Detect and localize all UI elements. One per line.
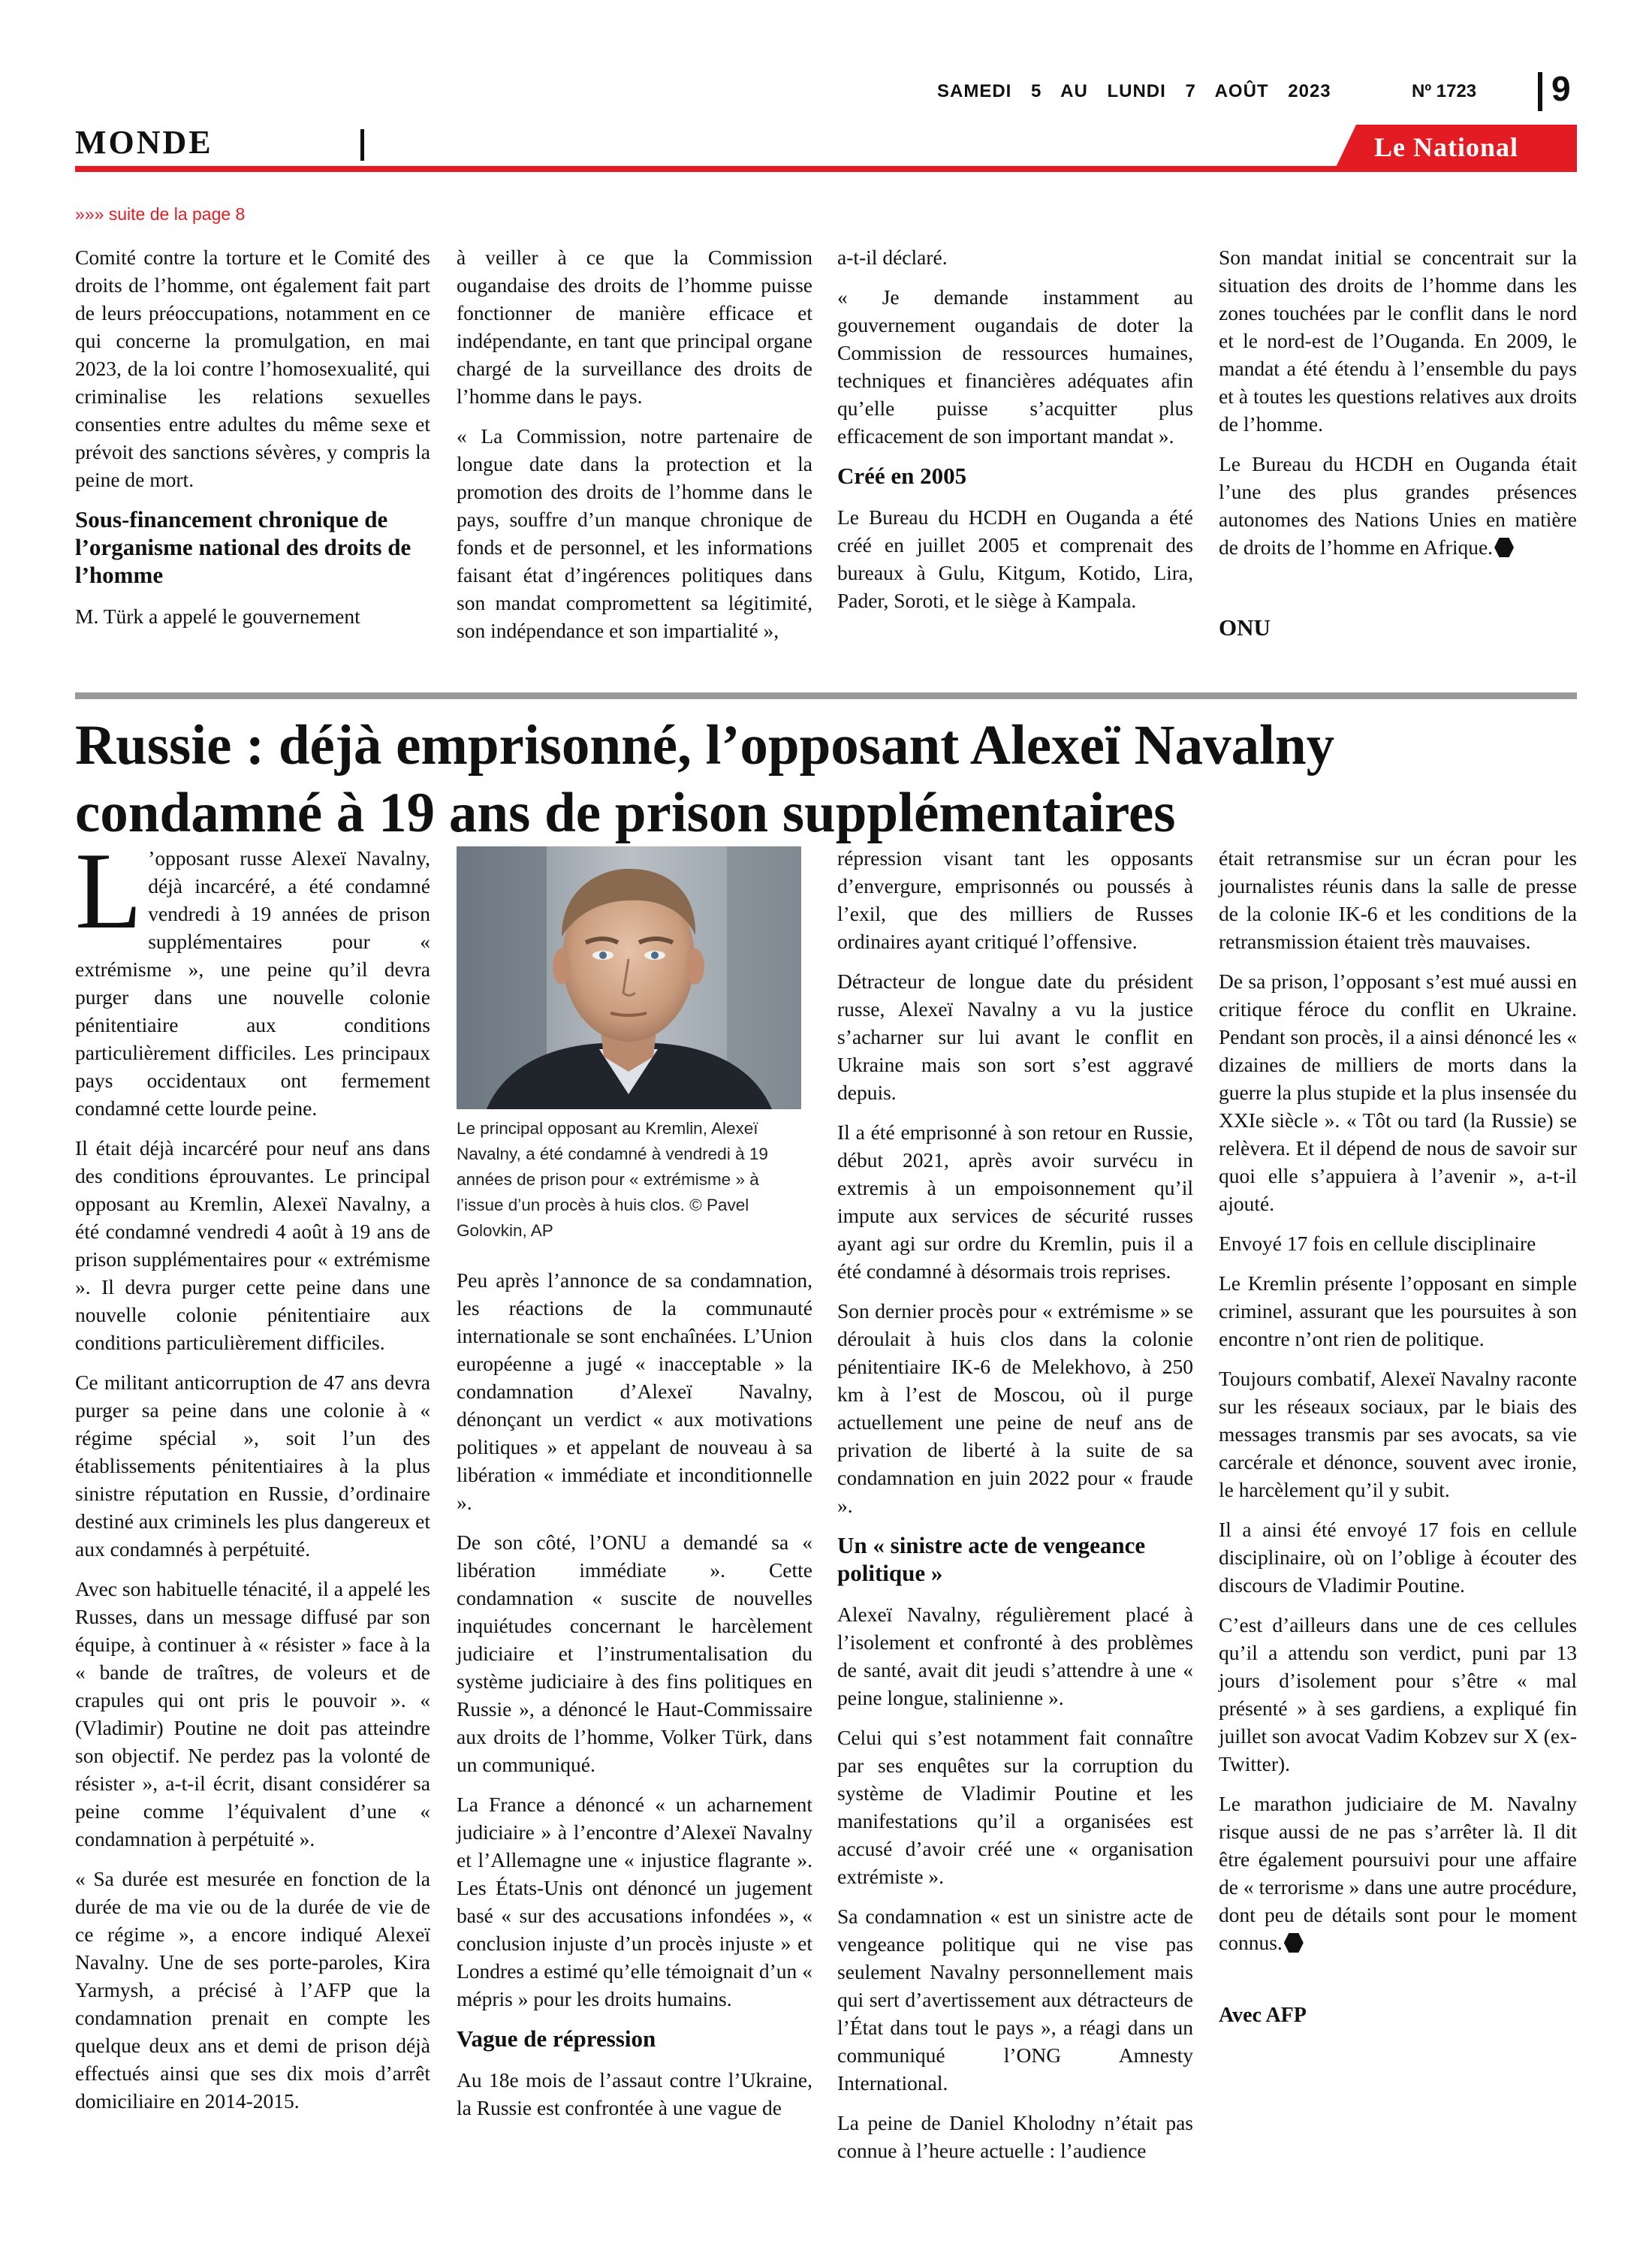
paragraph: Envoyé 17 fois en cellule disciplinaire [1219,1232,1536,1255]
onu-column-1 [75,243,430,642]
paragraph: Son mandat initial se concentrait sur la situation des droits de l’homme dans les zones touchées par le conflit dans le nord et le nord-est de l’Ouganda. En 2009, le mandat a été étendu à l’ensemble du pays et à toutes les questions relatives aux droits de l’homme. [1219,246,1577,436]
continuation-note: »»» suite de la page 8 [75,204,246,224]
paragraph: De son côté, l’ONU a demandé sa « libération immédiate ». Cette condamnation « suscite de nouvelles inquiétudes concernant le harcèlement judiciaire et l’instrumentalisation du système judiciaire à des fins politiques en Russie », a dénoncé le Haut-Commissaire aux droits de l’homme, Volker Türk, dans un communiqué. [457,1531,812,1776]
subheading: Créé en 2005 [837,463,967,489]
drop-cap: L [75,830,143,952]
paragraph: Détracteur de longue date du président russe, Alexeï Navalny a vu la justice s’acharner sur lui avant le conflit en Ukraine mais son sort s’est aggravé depuis. [837,970,1193,1104]
end-of-article-icon [1494,538,1514,557]
paragraph: était retransmise sur un écran pour les journalistes réunis dans la salle de presse de la colonie IK-6 et les conditions de la retransmission étaient très mauvaises. [1219,846,1577,953]
issue-date: SAMEDI 5 AU LUNDI 7 AOÛT 2023 [937,81,1331,101]
onu-column-2 [457,243,812,656]
paragraph: « Sa durée est mesurée en fonction de la durée de ma vie ou de la durée de vie de ce régime », a encore indiqué Alexeï Navalny. Une de ses porte-paroles, Kira Yarmysh, a précisé à l’AFP que la condamnation prenait en compte les quelque deux ans et demi de prison déjà effectués ainsi que ses dix mois d’arrêt domiciliaire en 2014-2015. [75,1867,430,2113]
end-of-article-icon [1284,1933,1304,1953]
lead-text: ’opposant russe Alexeï Navalny, déjà incarcéré, a été condamné vendredi à 19 années de prison supplémentaires pour « extrémisme », une peine qu’il devra purger dans une nouvelle colonie pénitentiaire aux conditions particulièrement difficiles. Les principaux pays occidentaux ont fermement condamné cette lourde peine. [75,846,430,1120]
paragraph: Comité contre la torture et le Comité des droits de l’homme, ont également fait part de leurs préoccupations, notamment en ce qui concerne la promulgation, en mai 2023, de la loi contre l’homosexualité, qui criminalise les relations sexuelles consenties entre adultes du même sexe et prévoit des sanctions sévères, y compris la peine de mort. [75,246,430,491]
onu-column-4 [1219,243,1577,653]
paragraph: Son dernier procès pour « extrémisme » se déroulait à huis clos dans la colonie pénitentiaire IK-6 de Melekhovo, à 250 km à l’est de Moscou, où il purge actuellement une peine de neuf ans de privation de liberté à la suite de sa condamnation en juin 2022 pour « fraude ». [837,1299,1193,1517]
paragraph: Peu après l’annonce de sa condamnation, les réactions de la communauté internationale se sont enchaînées. L’Union européenne a jugé « inacceptable » la condamnation d’Alexeï Navalny, dénonçant un verdict « aux motivations politiques » et appelant de nouveau à sa libération « immédiate et inconditionnelle ». [457,1268,812,1514]
page-number-divider [1538,72,1542,111]
paragraph: Alexeï Navalny, régulièrement placé à l’isolement et confronté à des problèmes de santé, avait dit jeudi s’attendre à une « peine longue, stalinienne ». [837,1603,1193,1709]
brand-name: Le National [1374,132,1519,162]
issue-number: Nº 1723 [1412,81,1477,101]
lead-paragraph [75,830,430,1122]
section-title-divider [360,129,364,161]
article-column-2 [457,1266,812,2134]
paragraph: Ce militant anticorruption de 47 ans devra purger sa peine dans une colonie à « régime spécial », soit l’un des établissements pénitentiaires à la plus sinistre réputation en Russie, d’ordinaire destiné aux criminels les plus dangereux et aux condamnés à perpétuité. [75,1371,430,1561]
paragraph: Le Bureau du HCDH en Ouganda a été créé en juillet 2005 et comprenait des bureaux à Gulu, Kitgum, Kotido, Lira, Pader, Soroti, et le siège à Kampala. [837,505,1193,612]
paragraph: « Je demande instamment au gouvernement ougandais de doter la Commission de ressources humaines, techniques et financières adéquates afin qu’elle puisse s’acquitter plus efficacement de son important mandat ». [837,285,1193,448]
subheading: Sous-financement chronique de l’organisme national des droits de l’homme [75,506,411,588]
paragraph: De sa prison, l’opposant s’est mué aussi en critique féroce du conflit en Ukraine. Pendant son procès, il a ainsi dénoncé les « dizaines de milliers de morts dans la guerre la plus stupide et la plus insensée du XXIe siècle ». « Tôt ou tard (la Russie) se relèvera. Et il dépend de nous de savoir sur quoi elle s’appuiera à l’avenir », a-t-il ajouté. [1219,970,1577,1215]
paragraph: Il a été emprisonné à son retour en Russie, début 2021, après avoir survécu in extremis à un empoisonnement qu’il impute aux services de sécurité russes ayant agi sur ordre du Kremlin, puis il a été condamné à désormais trois reprises. [837,1120,1193,1283]
signature: ONU [1219,614,1271,641]
section-title: MONDE [75,124,213,161]
paragraph: Au 18e mois de l’assaut contre l’Ukraine, la Russie est confrontée à une vague de [457,2068,812,2119]
signature: Avec AFP [1219,2004,1307,2027]
headline: Russie : déjà emprisonné, l’opposant Alexeï Navalny condamné à 19 ans de prison supplémentaires [75,714,1335,844]
paragraph: M. Türk a appelé le gouvernement [75,605,360,628]
onu-column-3 [837,243,1193,626]
paragraph: Sa condamnation « est un sinistre acte de vengeance politique qui ne vise pas seulement Navalny personnellement mais qui sert d’avertissement aux détracteurs de l’État dans tout le pays », a réagi dans un communiqué l’ONG Amnesty International. [837,1905,1193,2095]
subheading: Vague de répression [457,2025,656,2052]
paragraph: Il était déjà incarcéré pour neuf ans dans des conditions éprouvantes. Le principal opposant au Kremlin, Alexeï Navalny, a été condamné vendredi 4 août à 19 ans de prison supplémentaires pour « extrémisme ». Il devra purger cette peine dans une nouvelle colonie pénitentiaire aux conditions particulièrement difficiles. [75,1136,430,1354]
article-column-4 [1219,844,1577,2041]
article-column-1 [75,830,430,2127]
paragraph: C’est d’ailleurs dans une de ces cellules qu’il a attendu son verdict, puni par 13 jours d’isolement pour s’être « mal présenté » à ses gardiens, a expliqué fin juillet son avocat Vadim Kobzev sur X (ex-Twitter). [1219,1613,1577,1775]
navalny-photo [457,846,801,1109]
paragraph: La peine de Daniel Kholodny n’était pas connue à l’heure actuelle : l’audience [837,2111,1193,2162]
paragraph [1219,450,1577,561]
paragraph [1219,1790,1577,1956]
paragraph: Avec son habituelle ténacité, il a appelé les Russes, dans un message diffusé par son équipe, à continuer à « résister » face à la « bande de traîtres, de voleurs et de crapules qui ont pris le pouvoir ». « (Vladimir) Poutine ne doit pas atteindre son objectif. Ne perdez pas la volonté de résister », a-t-il écrit, disant considérer sa peine comme l’équivalent d’une « condamnation à perpétuité ». [75,1577,430,1850]
article-divider [75,692,1577,699]
paragraph: Toujours combatif, Alexeï Navalny raconte sur les réseaux sociaux, par le biais des messages transmis par ses avocats, sa vie carcérale et dénonce, souvent avec ironie, le harcèlement qu’il y subit. [1219,1367,1577,1501]
subheading: Un « sinistre acte de vengeance politique » [837,1532,1146,1586]
article-column-3 [837,844,1193,2176]
paragraph: Il a ainsi été envoyé 17 fois en cellule disciplinaire, où on l’oblige à écouter des discours de Vladimir Poutine. [1219,1518,1577,1597]
paragraph: a-t-il déclaré. [837,246,948,269]
paragraph: « La Commission, notre partenaire de longue date dans la protection et la promotion des droits de l’homme dans le pays, souffre d’un manque chronique de fonds et de personnel, et les informations faisant état d’ingérences politiques dans son mandat compromettent sa légitimité, son indépendance et son impartialité », [457,424,812,642]
paragraph: Le Kremlin présente l’opposant en simple criminel, assurant que les poursuites à son encontre n’ont rien de politique. [1219,1271,1577,1350]
photo-caption: Le principal opposant au Kremlin, Alexeï Navalny, a été condamné à vendredi à 19 années de prison pour « extrémisme » à l’issue d’un procès à huis clos. © Pavel Golovkin, AP [457,1119,768,1240]
paragraph: répression visant tant les opposants d’envergure, emprisonnés ou poussés à l’exil, que des milliers de Russes ordinaires ayant critiqué l’offensive. [837,846,1193,953]
paragraph-text: Le marathon judiciaire de M. Navalny risque aussi de ne pas s’arrêter là. Il dit être également poursuivi pour une affaire de « terrorisme » dans une autre procédure, dont peu de détails sont pour le moment connus. [1219,1792,1577,1954]
paragraph: à veiller à ce que la Commission ougandaise des droits de l’homme puisse fonctionner de manière efficace et indépendante, en tant que principal organe chargé de la surveillance des droits de l’homme dans le pays. [457,246,812,408]
paragraph: Celui qui s’est notamment fait connaître par ses enquêtes sur la corruption du système de Vladimir Poutine et les manifestations qu’il a organisées est accusé d’avoir créé une « organisation extrémiste ». [837,1726,1193,1888]
paragraph: La France a dénoncé « un acharnement judiciaire » à l’encontre d’Alexeï Navalny et l’Allemagne une « injustice flagrante ». Les États-Unis ont dénoncé un jugement basé « sur des accusations infondées », « conclusion injuste d’un procès injuste » et Londres a estimé qu’elle témoignait d’un « mépris » pour les droits humains. [457,1793,812,2010]
paragraph-text: Le Bureau du HCDH en Ouganda était l’une des plus grandes présences autonomes des Nations Unies en matière de droits de l’homme en Afrique. [1219,452,1577,559]
page-number: 9 [1551,69,1571,108]
